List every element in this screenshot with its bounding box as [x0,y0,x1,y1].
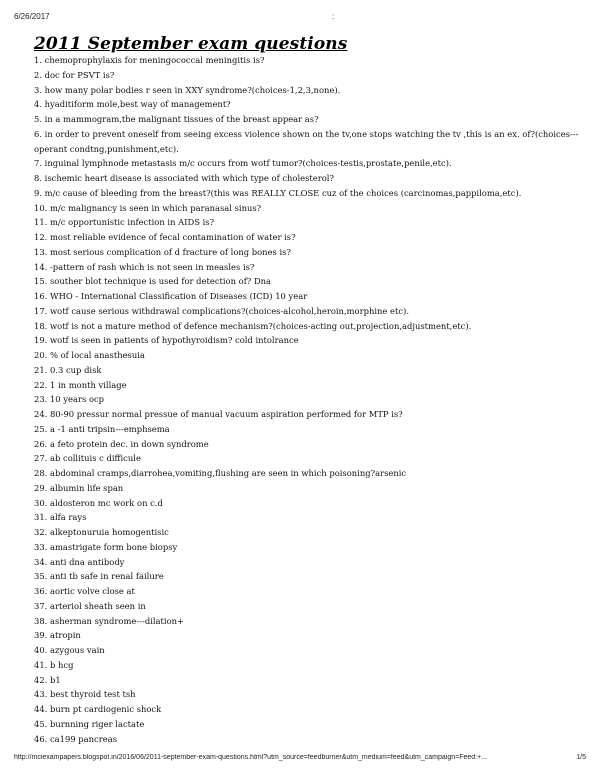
question-item: 3. how many polar bodies r seen in XXY syndrome?(choices-1,2,3,none). [34,84,341,95]
question-item: 38. asherman syndrome---dilation+ [34,615,185,626]
question-item: 35. anti tb safe in renal failure [34,571,164,582]
question-item: 31. alfa rays [34,512,87,523]
question-item: 13. most serious complication of d fracture of long bones is? [34,246,291,257]
question-item: 10. m/c malignancy is seen in which paranasal sinus? [34,202,262,213]
question-item: 39. atropin [34,630,81,641]
question-item: 46. ca199 pancreas [34,733,118,744]
question-item: 30. aldosteron mc work on c.d [34,497,163,508]
question-item: 42. b1 [34,674,61,685]
question-item: 33. amastrigate form bone biopsy [34,541,178,552]
question-item: 36. aortic volve close at [34,586,135,596]
question-item: 26. a feto protein dec. in down syndrome [34,438,209,449]
page-title: 2011 September exam questions [34,34,348,54]
question-item: 41. b hcg [34,659,74,670]
page-number: 1/5 [576,754,586,761]
question-item: 24. 80-90 pressur normal pressue of manual vacuum aspiration performed for MTP is? [34,409,403,419]
question-item: 2. doc for PSVT is? [34,69,115,80]
question-item: 17. wotf cause serious withdrawal complications?(choices-alcohol,heroin,morphine etc). [34,305,409,316]
question-item: 40. azygous vain [34,645,105,655]
question-item: 27. ab collituis c difficule [34,453,141,464]
question-list [34,53,579,746]
question-item: 1. chemoprophylaxis for meningococcal meningitis is? [34,55,265,65]
question-item: 28. abdominal cramps,diarrohea,vomiting,flushing are seen in which poisoning?arsenic [34,468,407,478]
question-item: 23. 10 years ocp [34,394,105,405]
question-item: 11. m/c opportunistic infection in AIDS is? [34,217,215,228]
question-item: 4. hyaditiform mole,best way of management? [34,99,231,110]
question-item: 43. best thyroid test tsh [34,689,136,700]
question-item: 7. inguinal lymphnode metastasis m/c occurs from wotf tumor?(choices-testis,prostate,penile,etc). [34,158,452,169]
question-item: 22. 1 in month village [34,379,127,390]
question-item: 14. -pattern of rash which is not seen in measles is? [34,261,255,272]
page-footer [14,754,586,764]
question-item: 8. ischemic heart disease is associated with which type of cholesterol? [34,173,334,183]
footer-url: http://mciexampapers.blogspot.in/2016/06/2011-september-exam-questions.html?utm_source=feedburner&utm_medium=feed&utm_campaign=Feed:+... [14,754,488,761]
question-item: 9. m/c cause of bleeding from the breast?(this was REALLY CLOSE cuz of the choices (carcinomas,pappiloma,etc). [34,187,522,198]
question-item: 19. wotf is seen in patients of hypothyroidism? cold intolrance [34,335,299,346]
print-date: 6/26/2017 [14,12,50,21]
question-item: 25. a -1 anti tripsin---emphsema [34,423,170,434]
question-item: 16. WHO - International Classification of Diseases (ICD) 10 year [34,291,308,301]
question-item: 29. albumin life span [34,482,124,493]
question-item: 5. in a mammogram,the malignant tissues of the breast appear as? [34,114,319,124]
question-item: 44. burn pt cardiogenic shock [34,704,162,714]
question-item: 15. souther blot technique is used for detection of? Dna [34,276,272,287]
question-item: 6. in order to prevent oneself from seeing excess violence shown on the tv,one stops watching the tv ,this is an ex. of?(choices---operant condtng,punishment,etc). [34,128,579,154]
question-item: 21. 0.3 cup disk [34,364,102,375]
question-item: 12. most reliable evidence of fecal contamination of water is? [34,232,296,242]
header-center-mark: : [332,12,335,21]
question-item: 37. arteriol sheath seen in [34,600,146,611]
question-item: 45. burnning riger lactate [34,718,145,729]
page-header [14,12,586,24]
question-item: 18. wotf is not a mature method of defence mechanism?(choices-acting out,projection,adjustment,etc). [34,320,472,331]
question-item: 34. anti dna antibody [34,556,125,567]
question-item: 20. % of local anasthesuia [34,350,145,360]
question-item: 32. alkeptonuruia homogentisic [34,527,169,537]
